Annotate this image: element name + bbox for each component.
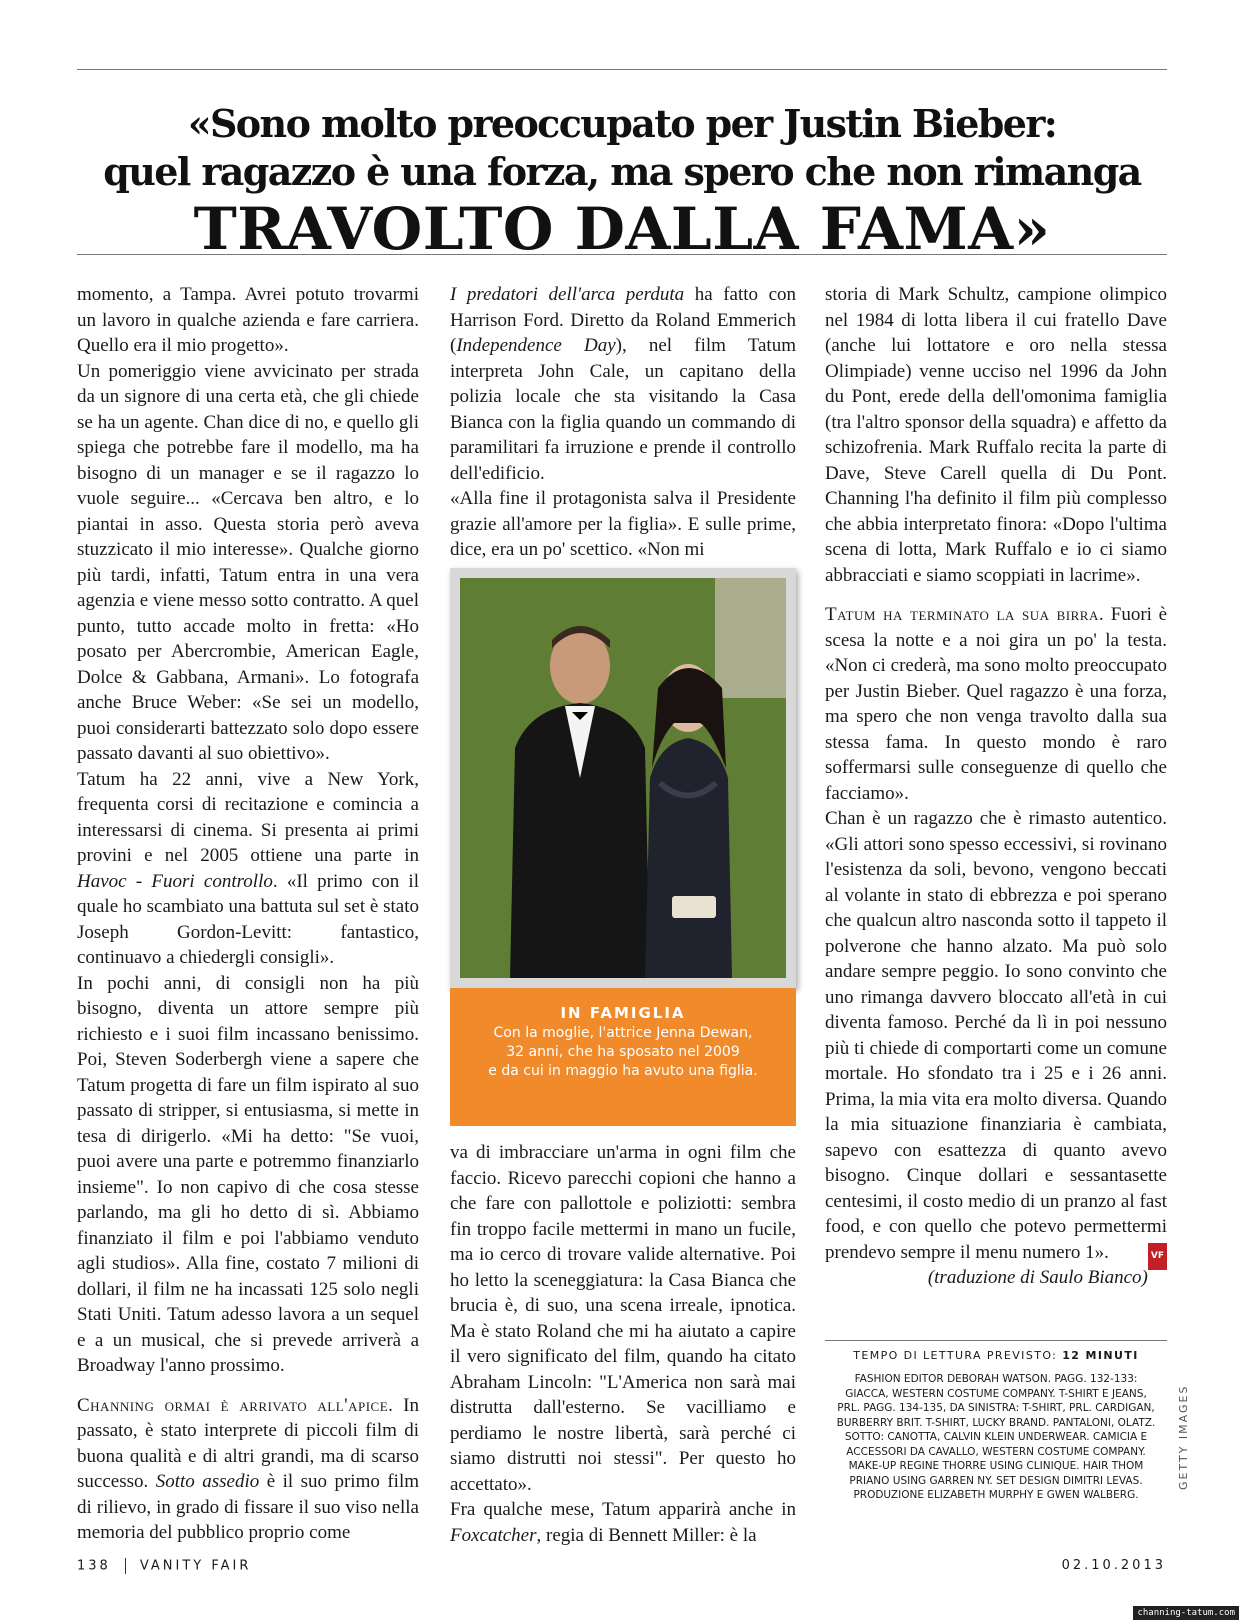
paragraph: momento, a Tampa. Avrei potuto trovarmi un lavoro in qualche azienda e fare carriera. Quello era il mio progetto».	[77, 284, 419, 356]
film-title: I predatori dell'arca perduta	[450, 284, 685, 305]
pull-quote-line1: «Sono molto preoccupato per Justin Bieber:	[187, 101, 1057, 146]
caption-line: 32 anni, che ha sposato nel 2009	[506, 1044, 740, 1060]
caption-text	[450, 1024, 796, 1081]
text: Tatum ha 22 anni, vive a New York, frequenta corsi di recitazione e comincia a interessarsi di cinema. Si presenta ai primi provini e nel 2005 ottiene una parte in	[77, 768, 419, 866]
magazine-name: VANITY FAIR	[139, 1558, 252, 1574]
paragraph	[77, 767, 419, 971]
pull-quote-line2: quel ragazzo è una forza, ma spero che non rimanga	[103, 149, 1141, 194]
article-column-2-top	[450, 282, 796, 563]
reading-time-label: TEMPO DI LETTURA PREVISTO:	[853, 1349, 1058, 1362]
photo-credit: GETTY IMAGES	[1177, 1384, 1190, 1490]
text: Fuori è scesa la notte e a noi gira un po' la testa. «Non ci crederà, ma sono molto preoccupato per Justin Bieber. Quel ragazzo è una forza, ma spero che non venga travolto dalla sua stessa fama. In questo mondo è raro soffermarsi sulle conseguenze di quello che facciamo».	[825, 604, 1167, 804]
section-lead: Tatum ha terminato la sua birra.	[825, 604, 1105, 625]
top-rule	[77, 69, 1167, 70]
fashion-credits: FASHION EDITOR DEBORAH WATSON. PAGG. 132-133: GIACCA, WESTERN COSTUME COMPANY. T-SHIRT E JEANS, PRL. PAGG. 134-135, DA SINISTRA: T-SHIRT, PRL. CARDIGAN, BURBERRY BRIT. T-SHIRT, LUCKY BRAND. PANTALONI, OLATZ. SOTTO: CANOTTA, CALVIN KLEIN UNDERWEAR. CAMICIA E ACCESSORI DA CAVALLO, WESTERN COSTUME COMPANY. MAKE-UP REGINE THORRE USING CLINIQUE. HAIR THOM PRIANO USING GARREN NY. SET DESIGN DIMITRI LEVAS. PRODUZIONE ELIZABETH MURPHY E GWEN WALBERG.	[836, 1373, 1156, 1501]
text: Chan è un ragazzo che è rimasto autentico. «Gli attori sono spesso eccessivi, si rovinano l'esistenza da soli, bevono, vengono beccati al volante in stato di ebbrezza e poi sperano che qualcun altro nasconda sotto il tappeto il polverone che hanno alzato. Ma può solo andare sempre peggio. Io sono convinto che uno rimanga davvero bloccato all'età in cui diventa famoso. Perché da lì in poi nessuno più ti chiede di comportarti come un comune mortale. Ho sfondato tra i 25 e i 26 anni. Prima, la mia vita era molto diversa. Quando la mia situazione finanziaria è cambiata, sapevo con esattezza di quanto avevo bisogno. Cinque dollari e sessantasette centesimi, il costo medio di un pranzo al fast food, e con quello che potevo permettermi prendevo sempre il menu numero 1».	[825, 808, 1167, 1263]
text: ha fatto con Harrison Ford. Diretto da Roland Emmerich (	[450, 284, 797, 356]
caption-title: IN FAMIGLIA	[560, 1004, 686, 1022]
text: ), nel film Tatum interpreta John Cale, un capitano della polizia locale che sta visitando la Casa Bianca con la figlia quando un commando di paramilitari fa irruzione e prende il controllo dell'edificio.	[450, 335, 796, 484]
paragraph: va di imbracciare un'arma in ogni film che faccio. Ricevo parecchi copioni che hanno a che fare con pallottole e poliziotti: sembra fin troppo facile mettermi in mano un fucile, ma io cerco di trovare valide alternative. Poi ho letto la sceneggiatura: la Casa Bianca che brucia è, di suo, una scena irreale, ipnotica. Ma è stato Roland che mi ha aiutato a capire il vero significato del film, quando ha citato Abraham Lincoln: "L'America non sarà mai distrutta dall'esterno. Se vacilliamo e perdiamo le nostre libertà, sarà perché ci siamo distrutti noi stessi". Per questo ho accettato».	[450, 1142, 796, 1495]
pull-quote-line3: TRAVOLTO DALLA FAMA»	[193, 195, 1051, 263]
paragraph: storia di Mark Schultz, campione olimpico nel 1984 di lotta libera il cui fratello Dave (anche lui lottatore e oro nella stessa Olimpiade) venne ucciso nel 1996 da John du Pont, erede della dell'omonima famiglia (tra l'altro sponsor della squadra) e affetto da schizofrenia. Mark Ruffalo recita la parte di Dave, Steve Carell quella di Du Pont. Channing l'ha definito il film più complesso che abbia interpretato finora: «Dopo l'ultima scena di lotta, Mark Ruffalo e io ci siamo abbracciati e siamo scoppiati in lacrime».	[825, 284, 1167, 586]
site-watermark: channing-tatum.com	[1133, 1606, 1239, 1620]
article-column-3	[825, 282, 1167, 1291]
translation-credit: (traduzione di Saulo Bianco)	[927, 1267, 1148, 1288]
film-title: Foxcatcher	[450, 1524, 537, 1546]
film-title: Havoc - Fuori controllo	[77, 870, 273, 892]
pull-quote	[77, 100, 1167, 262]
page-number: 138	[77, 1558, 111, 1574]
paragraph	[825, 806, 1167, 1265]
text: , regia di Bennett Miller: è la	[536, 1524, 757, 1546]
photo-caption	[450, 988, 796, 1126]
paragraph: «Alla fine il protagonista salva il Presidente grazie all'amore per la figlia». E sulle prime, dice, era un po' scettico. «Non mi	[450, 488, 796, 560]
caption-line: Con la moglie, l'attrice Jenna Dewan,	[493, 1025, 753, 1041]
film-title: Sotto assedio	[155, 1471, 260, 1492]
vf-end-mark: VF	[1148, 1243, 1167, 1271]
paragraph	[450, 1497, 796, 1548]
paragraph	[450, 282, 796, 486]
footer-divider	[125, 1558, 126, 1574]
reading-time	[825, 1340, 1167, 1362]
photo-frame	[450, 568, 796, 988]
quote-bottom-rule	[77, 254, 1167, 255]
couple-photo	[460, 578, 786, 978]
text: Fra qualche mese, Tatum apparirà anche in	[450, 1499, 796, 1520]
paragraph: In pochi anni, di consigli non ha più bisogno, diventa un attore sempre più richiesto e i suoi film incassano benissimo. Poi, Steven Soderbergh viene a sapere che Tatum progetta di fare un film ispirato al suo passato di stripper, si entusiasma, si mette in tesa di dirigerlo. «Mi ha detto: "Se vuoi, puoi avere una parte e potremmo finanziarlo insieme". Io non capivo di che cosa stesse parlando, ma gli ho detto di sì. Abbiamo finanziato il film e poi l'abbiamo venduto agli studios». Alla fine, costato 7 milioni di dollari, il film ne ha incassati 125 solo negli Stati Uniti. Tatum adesso lavora a un sequel e a un musical, che si prevede arriverà a Broadway l'anno prossimo.	[77, 972, 419, 1376]
film-title: Independence Day	[456, 335, 616, 356]
section-lead: Channing ormai è arrivato all'apice.	[77, 1394, 394, 1416]
text: In passato, è stato interprete di piccoli film di buona qualità e di altri grandi, ma di scarso successo.	[77, 1394, 419, 1492]
photo-illustration	[460, 578, 786, 978]
footer-signature	[77, 1558, 251, 1574]
issue-date: 02.10.2013	[1061, 1558, 1166, 1573]
article-column-1	[77, 282, 419, 1546]
article-column-2-bottom	[450, 1140, 796, 1548]
text: è il suo primo film di rilievo, in grado di fissare il suo viso nella memoria del pubblico proprio come	[77, 1471, 420, 1543]
paragraph	[77, 1393, 419, 1546]
text: . «Il primo con il quale ho scambiato una battuta sul set è stato Joseph Gordon-Levitt: fantastico, continuavo a chiedergli consigli».	[77, 870, 419, 968]
caption-line: e da cui in maggio ha avuto una figlia.	[488, 1063, 758, 1079]
reading-time-value: 12 MINUTI	[1062, 1349, 1139, 1362]
paragraph: Un pomeriggio viene avvicinato per strada da un signore di una certa età, che gli chiede se ha un agente. Chan dice di no, e quello gli spiega che potrebbe fare il modello, ma ha bisogno di un manager e se il ragazzo lo vuole seguire... «Cercava ben altro, e lo piantai in asso. Questa storia però aveva stuzzicato il mio interesse». Qualche giorno più tardi, infatti, Tatum entra in una vera agenzia e viene messo sotto contratto. A quel punto, tutto accade molto in fretta: «Ho posato per Abercrombie, American Eagle, Dolce & Gabbana, Armani». Lo fotografa anche Bruce Weber: «Se sei un modello, puoi considerarti battezzato solo dopo essere passato davanti al suo obiettivo».	[77, 360, 419, 764]
paragraph	[825, 602, 1167, 806]
